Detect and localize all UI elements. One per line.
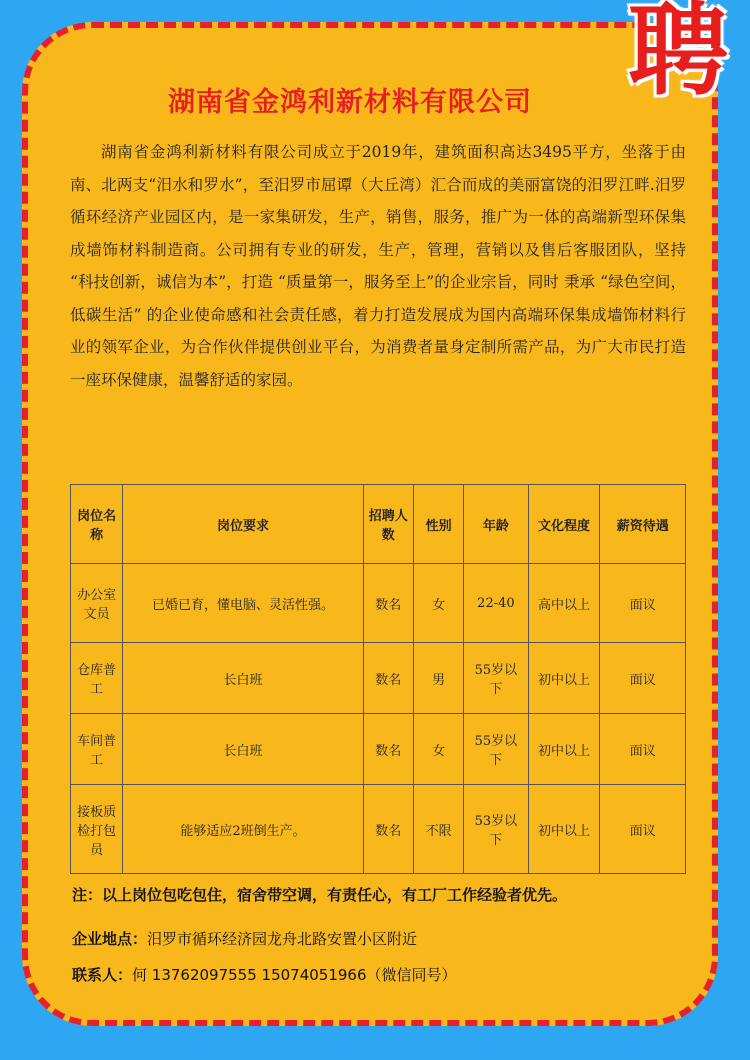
header-gender: 性别 <box>413 485 463 564</box>
cell-age: 22-40 <box>464 564 528 643</box>
cell-age: 53岁以下 <box>464 785 528 874</box>
cell-gender: 男 <box>413 643 463 714</box>
cell-salary: 面议 <box>600 785 686 874</box>
cell-salary: 面议 <box>600 714 686 785</box>
cell-count: 数名 <box>363 714 413 785</box>
cell-gender: 女 <box>413 564 463 643</box>
cell-gender: 不限 <box>413 785 463 874</box>
benefits-note: 注：以上岗位包吃包住，宿舍带空调，有责任心，有工厂工作经验者优先。 <box>72 886 568 904</box>
cell-requirements: 长白班 <box>123 643 363 714</box>
header-salary: 薪资待遇 <box>600 485 686 564</box>
header-count: 招聘人数 <box>363 485 413 564</box>
cell-count: 数名 <box>363 785 413 874</box>
address-text: 汨罗市循环经济园龙舟北路安置小区附近 <box>147 930 418 948</box>
header-requirements: 岗位要求 <box>123 485 363 564</box>
cell-position: 仓库普工 <box>71 643 123 714</box>
table-header-row <box>71 485 686 564</box>
table-row <box>71 643 686 714</box>
table-row <box>71 714 686 785</box>
address-label: 企业地点： <box>72 930 148 948</box>
header-position: 岗位名称 <box>71 485 123 564</box>
cell-count: 数名 <box>363 643 413 714</box>
header-age: 年龄 <box>464 485 528 564</box>
cell-education: 初中以上 <box>528 785 600 874</box>
hire-character: 聘 <box>628 0 728 109</box>
cell-salary: 面议 <box>600 564 686 643</box>
cell-position: 办公室文员 <box>71 564 123 643</box>
company-title: 湖南省金鸿利新材料有限公司 <box>168 87 532 118</box>
company-intro: 湖南省金鸿利新材料有限公司成立于2019年，建筑面积高达3495平方，坐落于由南、北两支“汨水和罗水”，至汨罗市屈谭（大丘湾）汇合而成的美丽富饶的汨罗江畔.汨罗循环经济产业园区内，是一家集研发，生产，销售，服务，推广为一体的高端新型环保集成墙饰材料制造商。公司拥有专业的研发，生产，管理，营销以及售后客服团队，坚持 “科技创新，诚信为本”，打造 “质量第一，服务至上”的企业宗旨，同时 秉承 “绿色空间，低碳生活” 的企业使命感和社会责任感，着力打造发展成为国内高端环保集成墙饰材料行业的领军企业，为合作伙伴提供创业平台，为消费者量身定制所需产品，为广大市民打造一座环保健康，温馨舒适的家园。 <box>70 143 686 389</box>
contact-text: 何 13762097555 15074051966（微信同号） <box>132 966 457 984</box>
cell-position: 车间普工 <box>71 714 123 785</box>
address-line <box>72 928 417 949</box>
cell-position: 接板质检打包员 <box>71 785 123 874</box>
cell-age: 55岁以下 <box>464 714 528 785</box>
job-table <box>70 484 686 874</box>
cell-requirements: 能够适应2班倒生产。 <box>123 785 363 874</box>
cell-gender: 女 <box>413 714 463 785</box>
contact-label: 联系人： <box>72 966 133 984</box>
contact-line <box>72 964 457 985</box>
cell-education: 高中以上 <box>528 564 600 643</box>
cell-age: 55岁以下 <box>464 643 528 714</box>
header-education: 文化程度 <box>528 485 600 564</box>
cell-requirements: 已婚已育，懂电脑、灵活性强。 <box>123 564 363 643</box>
table-row <box>71 564 686 643</box>
cell-education: 初中以上 <box>528 643 600 714</box>
cell-count: 数名 <box>363 564 413 643</box>
cell-salary: 面议 <box>600 643 686 714</box>
cell-education: 初中以上 <box>528 714 600 785</box>
table-row <box>71 785 686 874</box>
cell-requirements: 长白班 <box>123 714 363 785</box>
